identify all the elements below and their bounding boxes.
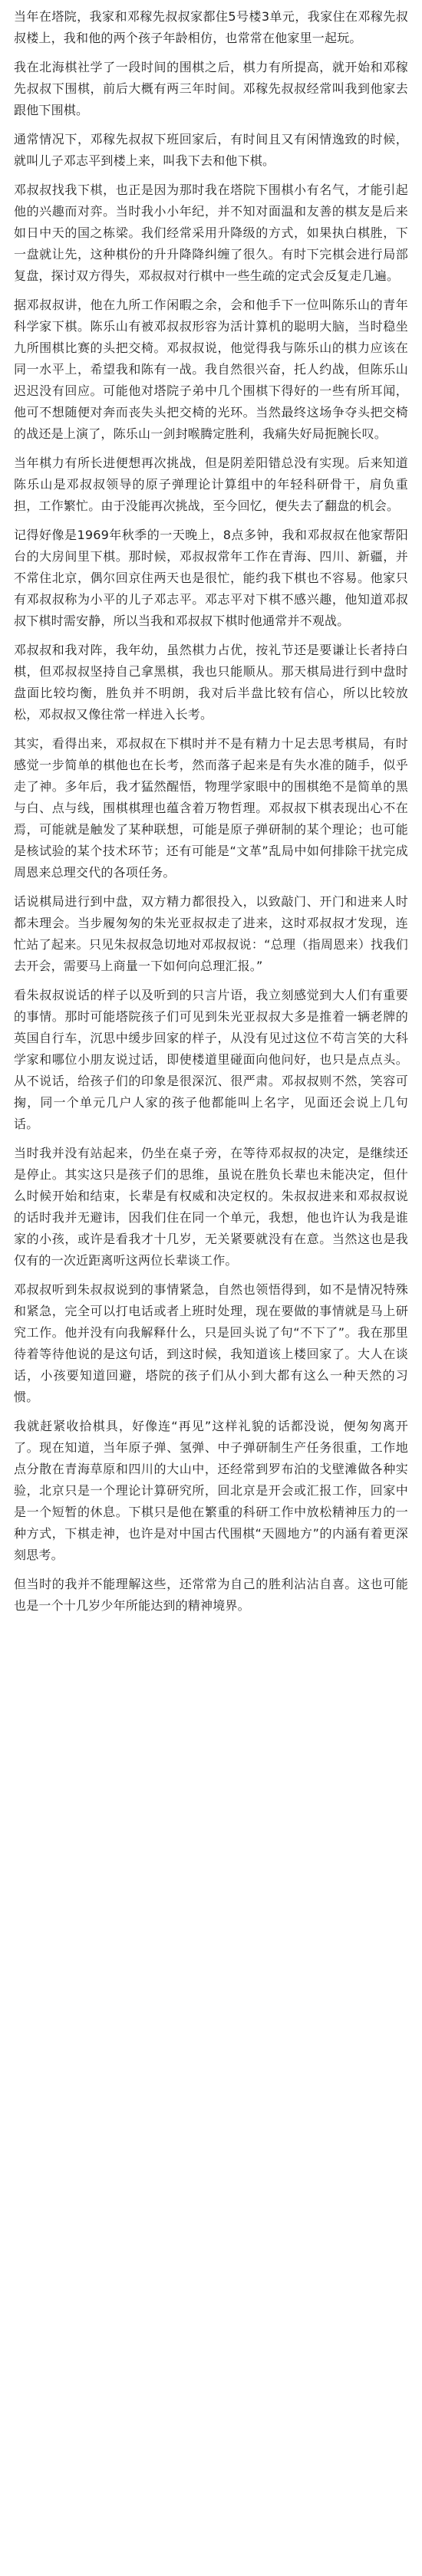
paragraph-7: 记得好像是1969年秋季的一天晚上，8点多钟，我和邓叔叔在他家帮阳台的大房间里下棋。那时候，邓叔叔常年工作在青海、四川、新疆，并不常住北京，偶尔回京住两天也是很忙，能约我下棋也不容易。他家只有邓叔叔称为小平的儿子邓志平。邓志平对下棋不感兴趣，他知道邓叔叔下棋时需安静，所以当我和邓叔叔下棋时他通常并不观战。 <box>14 528 408 628</box>
paragraph-6: 当年棋力有所长进便想再次挑战，但是阴差阳错总没有实现。后来知道陈乐山是邓叔叔领导的原子弹理论计算组中的年轻科研骨干，肩负重担，工作繁忙。由于没能再次挑战，至今回忆，便失去了翻盘的机会。 <box>14 456 408 513</box>
paragraph-4: 邓叔叔找我下棋，也正是因为那时我在塔院下围棋小有名气，才能引起他的兴趣而对弈。当时我小小年纪，并不知对面温和友善的棋友是后来如日中天的国之栋梁。我们经常采用升降级的方式，如果执白棋胜，下一盘就让先，这种棋份的升升降降纠缠了很久。有时下完棋会进行局部复盘，探讨双方得失，邓叔叔对行棋中一些生疏的定式会反复走几遍。 <box>14 183 408 283</box>
paragraph-12: 当时我并没有站起来，仍坐在桌子旁，在等待邓叔叔的决定，是继续还是停止。其实这只是孩子们的思维，虽说在胜负长辈也未能决定，但什么时候开始和结束，长辈是有权威和决定权的。朱叔叔进来和邓叔叔说的话时我并无避讳，因我们住在同一个单元，我想，他也许认为我是谁家的小孩，或许是看我才十几岁，无关紧要就没有在意。当然这也是我仅有的一次近距离听这两位长辈谈工作。 <box>14 1146 408 1268</box>
paragraph-11: 看朱叔叔说话的样子以及听到的只言片语，我立刻感觉到大人们有重要的事情。那时可能塔院孩子们可见到朱光亚叔叔大多是推着一辆老牌的英国自行车，沉思中缓步回家的样子，从没有见过这位不苟言笑的大科学家和哪位小朋友说过话，即使楼道里碰面向他问好，也只是点点头。从不说话，给孩子们的印象是很深沉、很严肃。邓叔叔则不然，笑容可掬，同一个单元几户人家的孩子他都能叫上名字，见面还会说上几句话。 <box>14 988 408 1131</box>
paragraph-14: 我就赶紧收拾棋具，好像连“再见”这样礼貌的话都没说，便匆匆离开了。现在知道，当年原子弹、氢弹、中子弹研制生产任务很重，工作地点分散在青海草原和四川的大山中，还经常到罗布泊的戈壁滩做各种实验，北京只是一个理论计算研究所，回北京是开会或汇报工作，回家中是一个短暂的休息。下棋只是他在繁重的科研工作中放松精神压力的一种方式，下棋走神，也许是对中国古代围棋“天圆地方”的内涵有着更深刻思考。 <box>14 1419 408 1562</box>
paragraph-1: 当年在塔院，我家和邓稼先叔叔家都住5号楼3单元，我家住在邓稼先叔叔楼上，我和他的两个孩子年龄相仿，也常常在他家里一起玩。 <box>14 9 408 45</box>
paragraph-15: 但当时的我并不能理解这些，还常常为自己的胜利沾沾自喜。这也可能也是一个十几岁少年所能达到的精神境界。 <box>14 1577 408 1613</box>
paragraph-2: 我在北海棋社学了一段时间的围棋之后，棋力有所提高，就开始和邓稼先叔叔下围棋，前后大概有两三年时间。邓稼先叔叔经常叫我到他家去跟他下围棋。 <box>14 60 408 117</box>
paragraph-5: 据邓叔叔讲，他在九所工作闲暇之余，会和他手下一位叫陈乐山的青年科学家下棋。陈乐山有被邓叔叔形容为活计算机的聪明大脑，当时稳坐九所围棋比赛的头把交椅。邓叔叔说，他觉得我与陈乐山的棋力应该在同一水平上，希望我和陈有一战。我自然很兴奋，托人约战，但陈乐山迟迟没有回应。可能他对塔院子弟中几个围棋下得好的一些有所耳闻，他可不想随便对奔而丧失头把交椅的光环。当然最终这场争夺头把交椅的战还是上演了，陈乐山一剑封喉腾定胜利，我痛失好局扼腕长叹。 <box>14 298 408 441</box>
paragraph-8: 邓叔叔和我对阵，我年幼，虽然棋力占优，按礼节还是要谦让长者持白棋，但邓叔叔坚持自己拿黑棋，我也只能顺从。那天棋局进行到中盘时盘面比较均衡，胜负并不明朗，我对后半盘比较有信心，所以比较放松，邓叔叔又像往常一样进入长考。 <box>14 643 408 722</box>
paragraph-3: 通常情况下，邓稼先叔叔下班回家后，有时间且又有闲情逸致的时候，就叫儿子邓志平到楼上来，叫我下去和他下棋。 <box>14 132 408 168</box>
paragraph-9: 其实，看得出来，邓叔叔在下棋时并不是有精力十足去思考棋局，有时感觉一步简单的棋他也在长考，然而落子起来是有失水准的随手，似乎走了神。多年后，我才猛然醒悟，物理学家眼中的围棋绝不是简单的黑与白、点与线，围棋棋理也蕴含着万物哲理。邓叔叔下棋表现出心不在焉，可能就是触发了某种联想，可能是原子弹研制的某个理论；也可能是核试验的某个技术环节；还有可能是“文革”乱局中如何排除干扰完成周恩来总理交代的各项任务。 <box>14 736 408 880</box>
paragraph-10: 话说棋局进行到中盘，双方精力都很投入，以致敲门、开门和进来人时都未理会。当步履匆匆的朱光亚叔叔走了进来，这时邓叔叔才发现，连忙站了起来。只见朱叔叔急切地对邓叔叔说：“总理（指周恩来）找我们去开会，需要马上商量一下如何向总理汇报。” <box>14 894 408 973</box>
paragraph-13: 邓叔叔听到朱叔叔说到的事情紧急，自然也领悟得到，如不是情况特殊和紧急，完全可以打电话或者上班时处理，现在要做的事情就是马上研究工作。他并没有向我解释什么，只是回头说了句“不下了”。我在那里待着等待他说的是这句话，到这时候，我知道该上楼回家了。大人在谈话，小孩要知道回避，塔院的孩子们从小到大都有这么一种天然的习惯。 <box>14 1282 408 1404</box>
